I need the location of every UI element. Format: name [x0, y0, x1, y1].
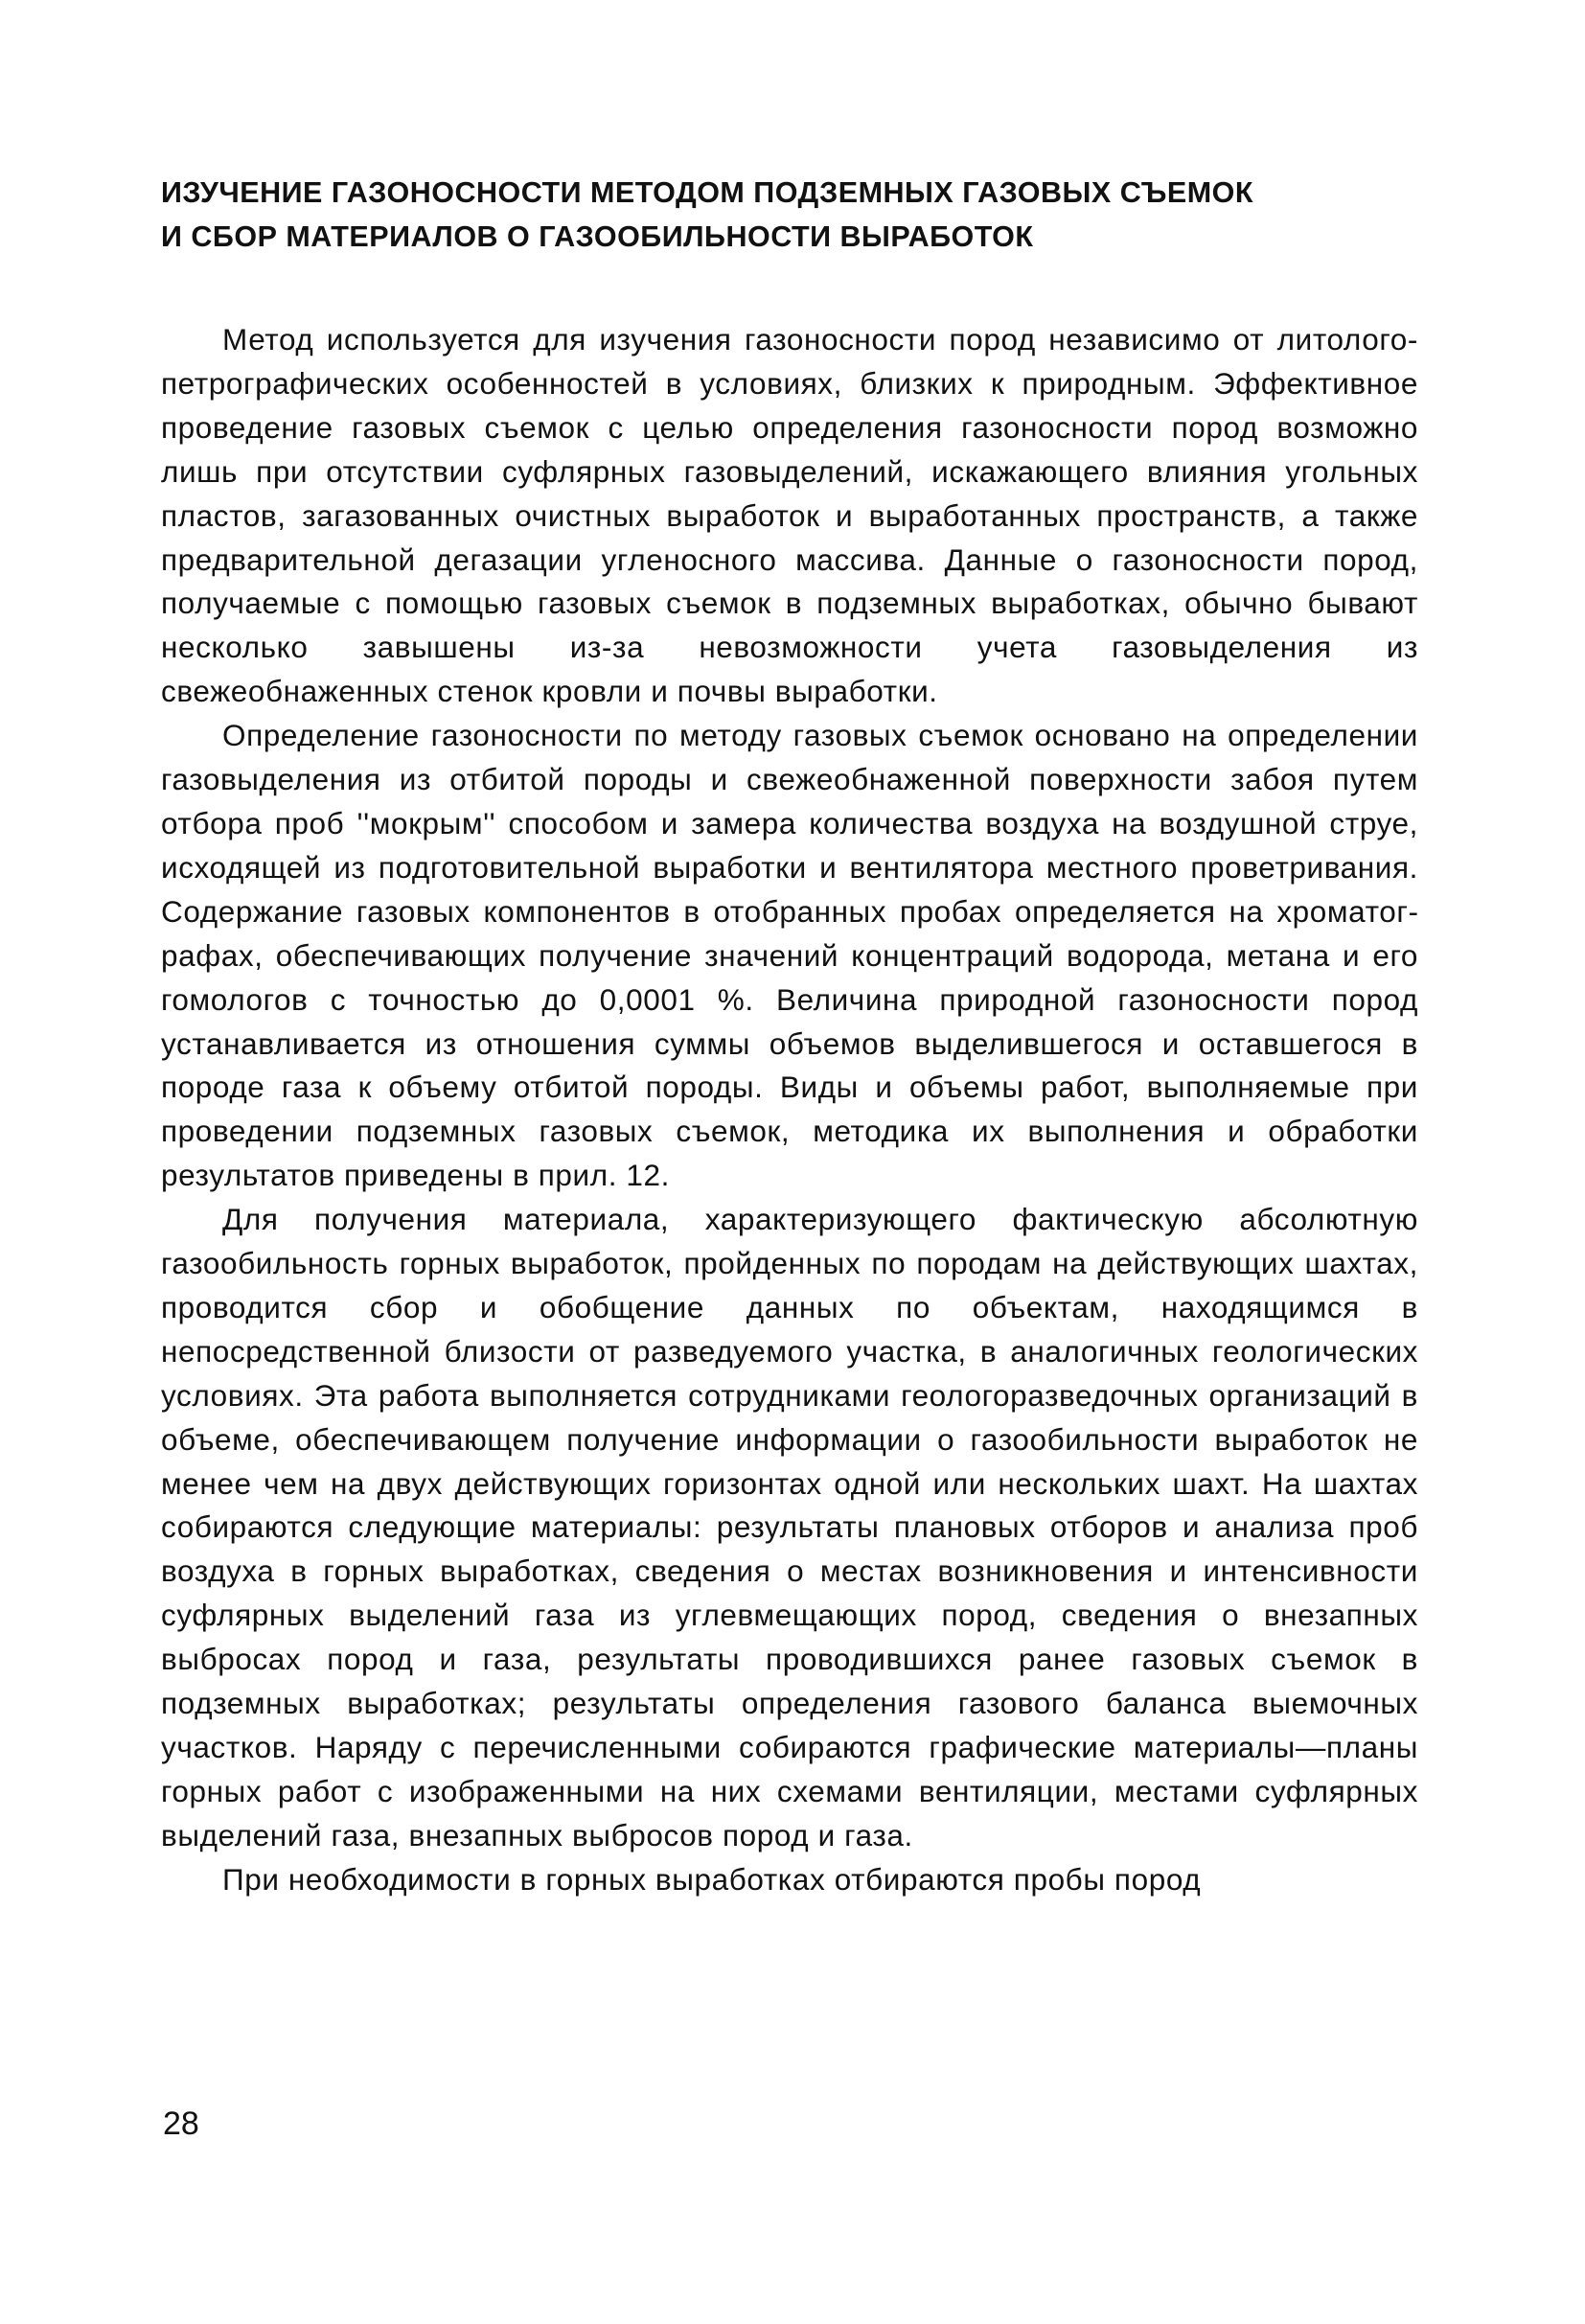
paragraph-2: Определение газоносности по методу газовых съемок основано на определении газовыделения из отбитой породы и свежеобнаженной поверхности забоя путем отбора проб ''мокрым'' способом и замера количества воздуха на воздушной струе, исходящей из подготовительной выработки и вентилятора местного проветривания. Содержание газовых компонентов в отобранных пробах определяется на хроматографах, обеспечивающих получение значений концентраций водорода, метана и его гомологов с точностью до 0,0001 %. Величина природной газоносности пород устанавливается из отношения суммы объемов выделившегося и оставшегося в породе газа к объему отбитой породы. Виды и объемы работ, выполняемые при проведении подземных газовых съемок, методика их выполнения и обработки результатов приведены в прил. 12.	[161, 718, 1418, 1193]
paragraph-3: Для получения материала, характеризующего фактическую абсолютную газообильность горных выработок, пройденных по породам на действующих шахтах, проводится сбор и обобщение данных по объектам, находящимся в непосредственной близости от разведуемого участка, в аналогичных геологических условиях. Эта работа выполняется сотрудниками геологоразведочных организаций в объеме, обеспечивающем получение информации о газообильности выработок не менее чем на двух действующих горизонтах одной или нескольких шахт. На шахтах собираются следующие материалы: результаты плановых отборов и анализа проб воздуха в горных выработках, сведения о местах возникновения и интенсивности суфлярных выделений газа из углевмещающих пород, сведения о внезапных выбросах пород и газа, результаты проводившихся ранее газовых съемок в подземных выработках; результаты определения газового баланса выемочных участков. Наряду с перечисленными собираются графические материалы—планы горных работ с изображенными на них схемами вентиляции, местами суфлярных выделений газа, внезапных выбросов пород и газа.	[161, 1202, 1418, 1852]
page-number: 28	[163, 2105, 199, 2142]
document-page	[161, 171, 1418, 1902]
heading-line-2: И СБОР МАТЕРИАЛОВ О ГАЗООБИЛЬНОСТИ ВЫРАБОТОК	[161, 220, 1034, 253]
paragraph-4: При необходимости в горных выработках отбираются пробы пород	[222, 1861, 1202, 1897]
body-text	[161, 318, 1418, 1902]
section-heading	[161, 171, 1418, 259]
paragraph-1: Метод используется для изучения газоносности пород независимо от литолого-петрографических особенностей в условиях, близких к природным. Эффективное проведение газовых съемок с целью определения газоносности пород возможно лишь при отсутствии суфлярных газовыделений, искажающего влияния угольных пластов, загазованных очистных выработок и выработанных пространств, а также предварительной дегазации угленосного массива. Данные о газоносности пород, получаемые с помощью газовых съемок в подземных выработках, обычно бывают несколько завышены из-за невозможности учета газовыделения из свежеобнаженных стенок кровли и почвы выработки.	[161, 322, 1418, 709]
heading-line-1: ИЗУЧЕНИЕ ГАЗОНОСНОСТИ МЕТОДОМ ПОДЗЕМНЫХ ГАЗОВЫХ СЪЕМОК	[161, 176, 1253, 209]
